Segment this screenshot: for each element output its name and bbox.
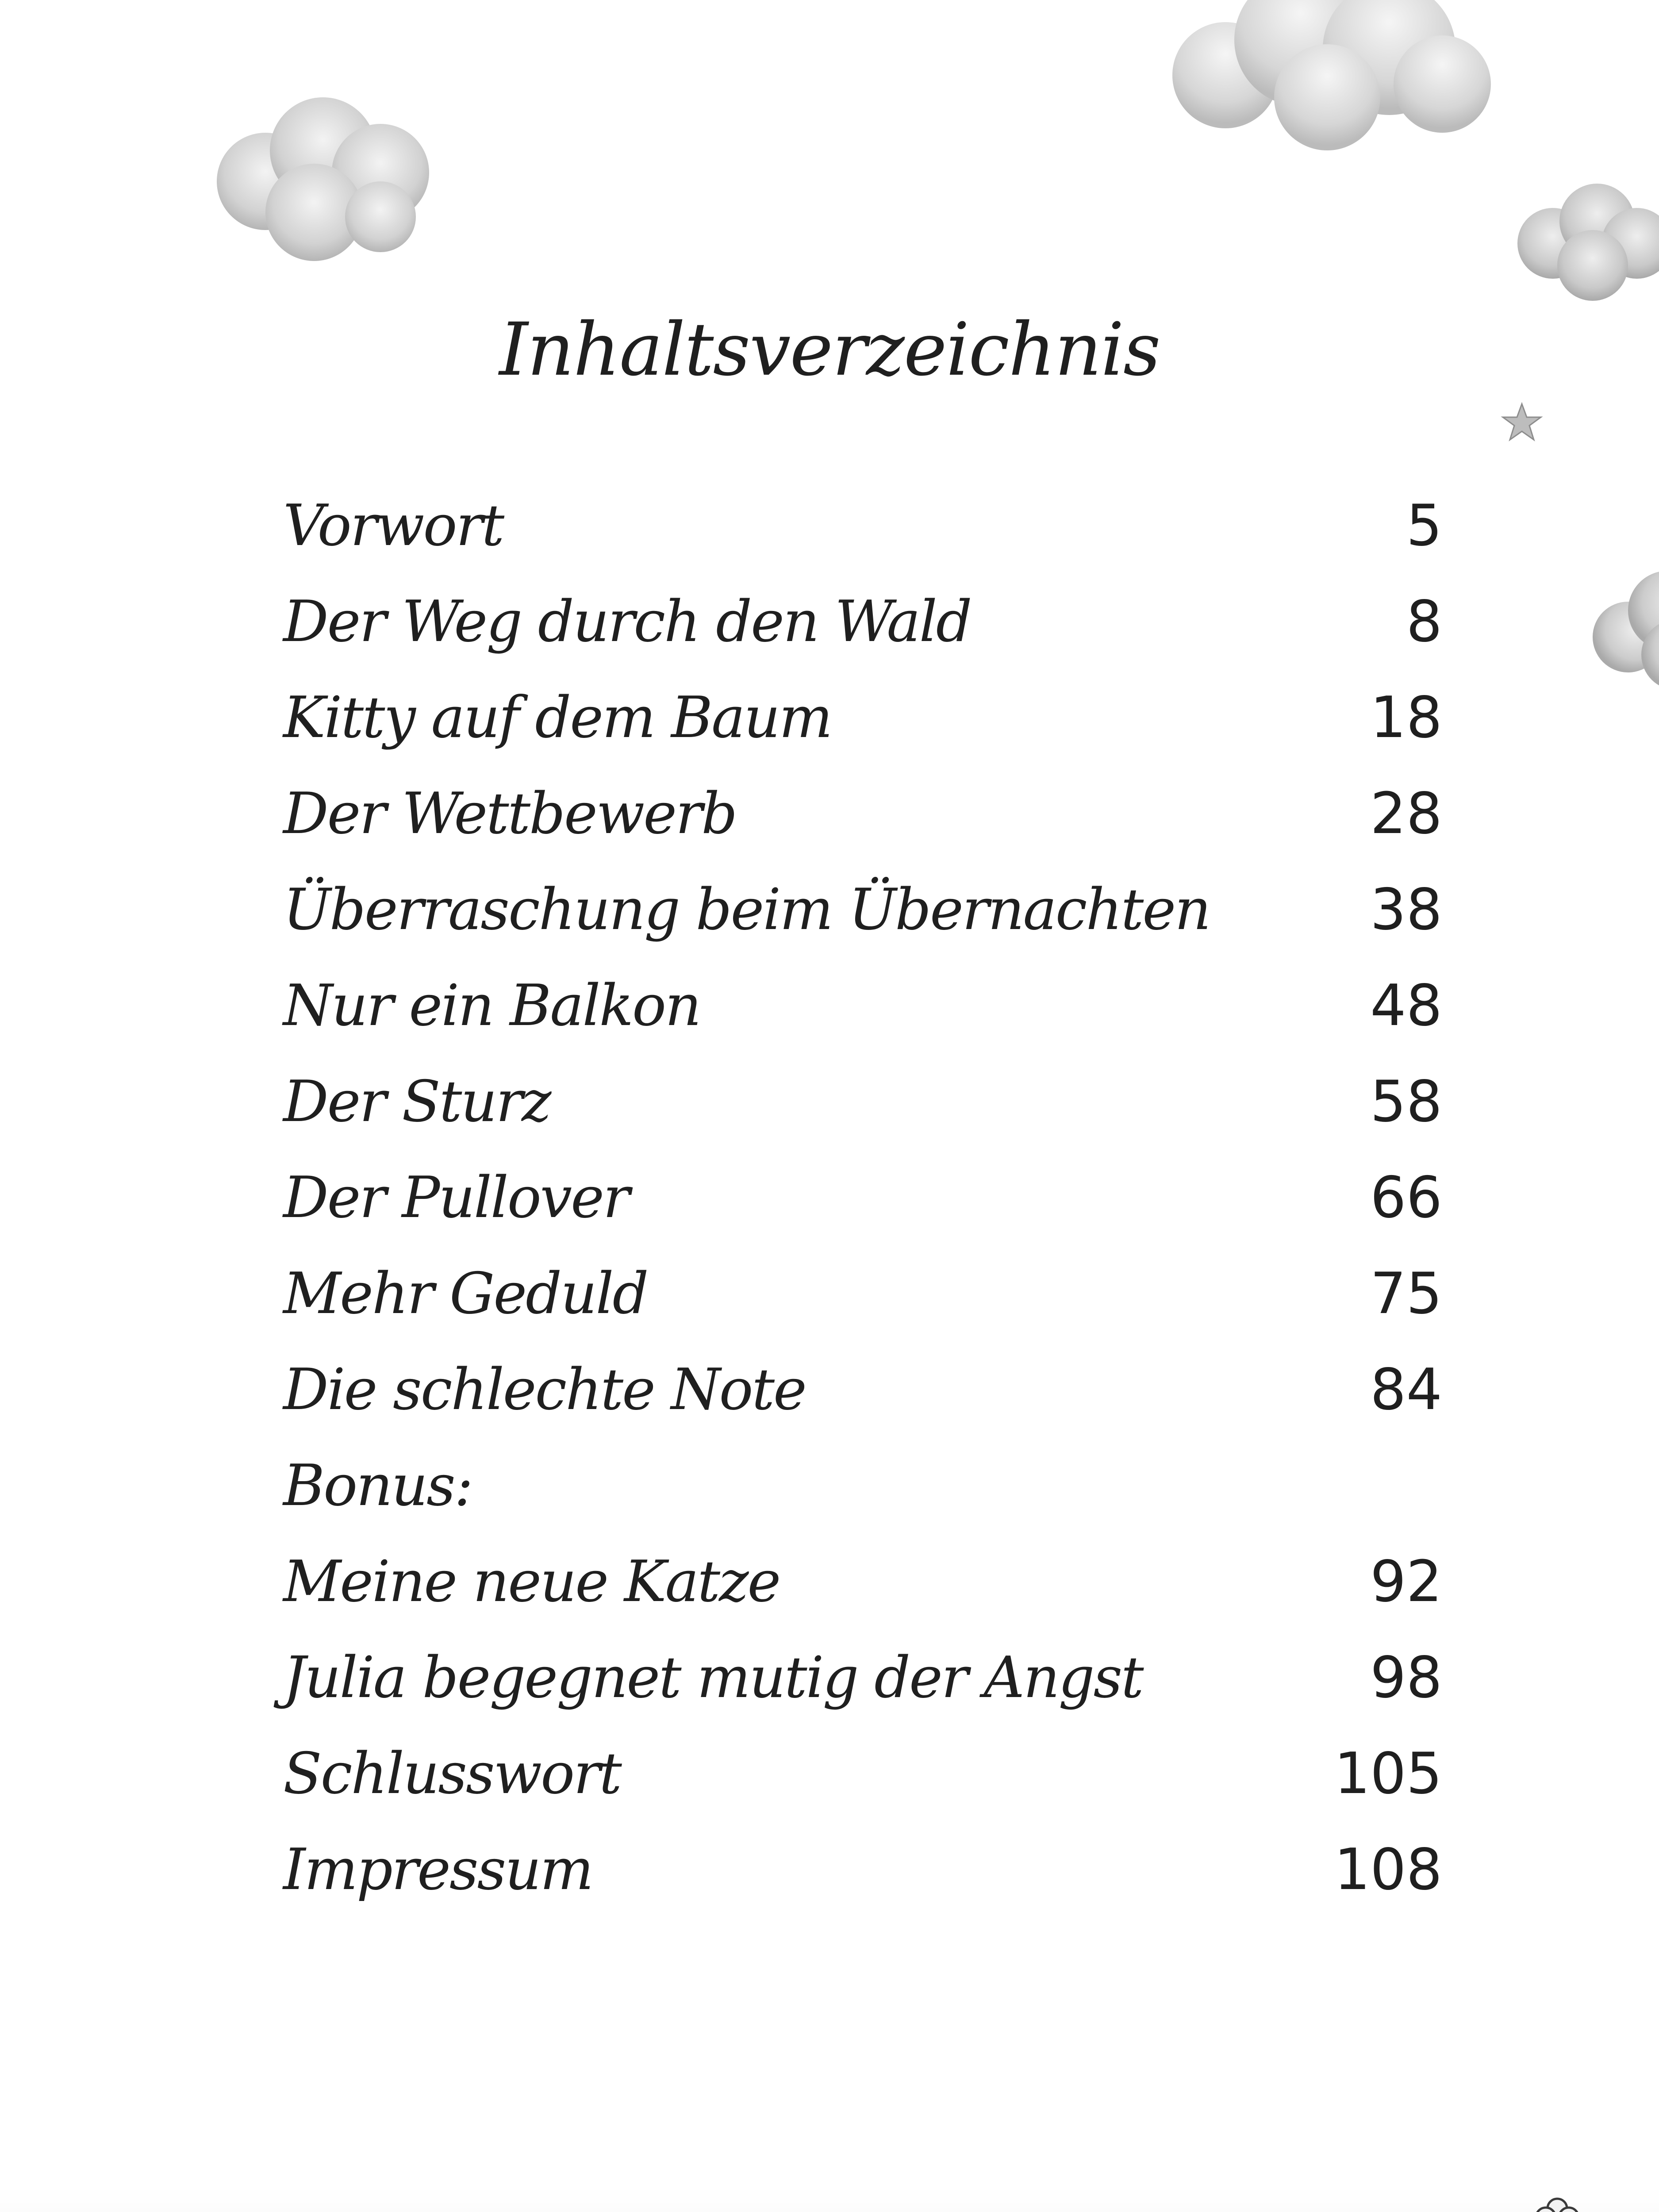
toc-entry-page: 28 — [1370, 780, 1442, 847]
toc-entry-kitty-auf-dem-baum[interactable] — [283, 670, 1442, 766]
toc-entry-der-weg-durch-den-wald[interactable] — [283, 574, 1442, 670]
toc-entry-label: Nur ein Balkon — [283, 972, 700, 1039]
toc-entry-der-pullover[interactable] — [283, 1150, 1442, 1246]
toc-entry-page: 75 — [1370, 1260, 1442, 1327]
toc-entry-page: 92 — [1370, 1548, 1442, 1615]
toc-entry-page: 8 — [1406, 588, 1442, 655]
toc-entry-label: Der Weg durch den Wald — [283, 588, 971, 655]
toc-entry-page: 18 — [1370, 684, 1442, 751]
toc-entry-label: Julia begegnet mutig der Angst — [283, 1644, 1143, 1711]
cloud-icon — [1159, 0, 1495, 150]
toc-entry-ueberraschung-beim-uebernachten[interactable] — [283, 862, 1442, 958]
toc-entry-julia-begegnet-mutig-der-angst[interactable] — [283, 1630, 1442, 1726]
toc-title: Inhaltsverzeichnis — [499, 307, 1160, 392]
toc-entry-label: Überraschung beim Übernachten — [283, 876, 1210, 943]
toc-entry-nur-ein-balkon[interactable] — [283, 958, 1442, 1054]
cloud-icon — [1509, 177, 1659, 305]
toc-entry-label: Der Pullover — [283, 1164, 629, 1231]
toc-entry-label: Der Sturz — [283, 1068, 550, 1135]
toc-entry-der-sturz[interactable] — [283, 1054, 1442, 1150]
toc-section-bonus — [283, 1438, 1442, 1534]
meadow-illustration — [0, 2177, 1659, 2212]
toc-list — [283, 478, 1442, 1918]
toc-entry-label: Meine neue Katze — [283, 1548, 780, 1615]
toc-entry-page: 108 — [1334, 1836, 1442, 1903]
toc-entry-page: 105 — [1334, 1740, 1442, 1807]
toc-entry-label: Der Wettbewerb — [283, 780, 737, 847]
toc-entry-label: Die schlechte Note — [283, 1356, 806, 1423]
toc-entry-meine-neue-katze[interactable] — [283, 1534, 1442, 1630]
toc-entry-die-schlechte-note[interactable] — [283, 1342, 1442, 1438]
cloud-icon — [199, 80, 447, 274]
toc-entry-der-wettbewerb[interactable] — [283, 766, 1442, 862]
toc-entry-page: 98 — [1370, 1644, 1442, 1711]
toc-entry-label: Mehr Geduld — [283, 1260, 648, 1327]
toc-entry-page: 5 — [1406, 492, 1442, 559]
toc-entry-label: Kitty auf dem Baum — [283, 684, 832, 751]
toc-entry-label: Vorwort — [283, 492, 503, 559]
cloud-icon — [1588, 562, 1659, 695]
toc-entry-page: 66 — [1370, 1164, 1442, 1231]
toc-entry-page: 84 — [1370, 1356, 1442, 1423]
toc-entry-impressum[interactable] — [283, 1822, 1442, 1918]
toc-entry-label: Impressum — [283, 1836, 592, 1903]
toc-entry-schlusswort[interactable] — [283, 1726, 1442, 1822]
toc-entry-label: Schlusswort — [283, 1740, 621, 1807]
toc-entry-vorwort[interactable] — [283, 478, 1442, 574]
toc-entry-mehr-geduld[interactable] — [283, 1246, 1442, 1342]
star-icon — [1500, 400, 1544, 445]
toc-entry-page: 58 — [1370, 1068, 1442, 1135]
toc-entry-page: 38 — [1370, 876, 1442, 943]
toc-entry-page: 48 — [1370, 972, 1442, 1039]
toc-section-label: Bonus: — [283, 1452, 472, 1519]
